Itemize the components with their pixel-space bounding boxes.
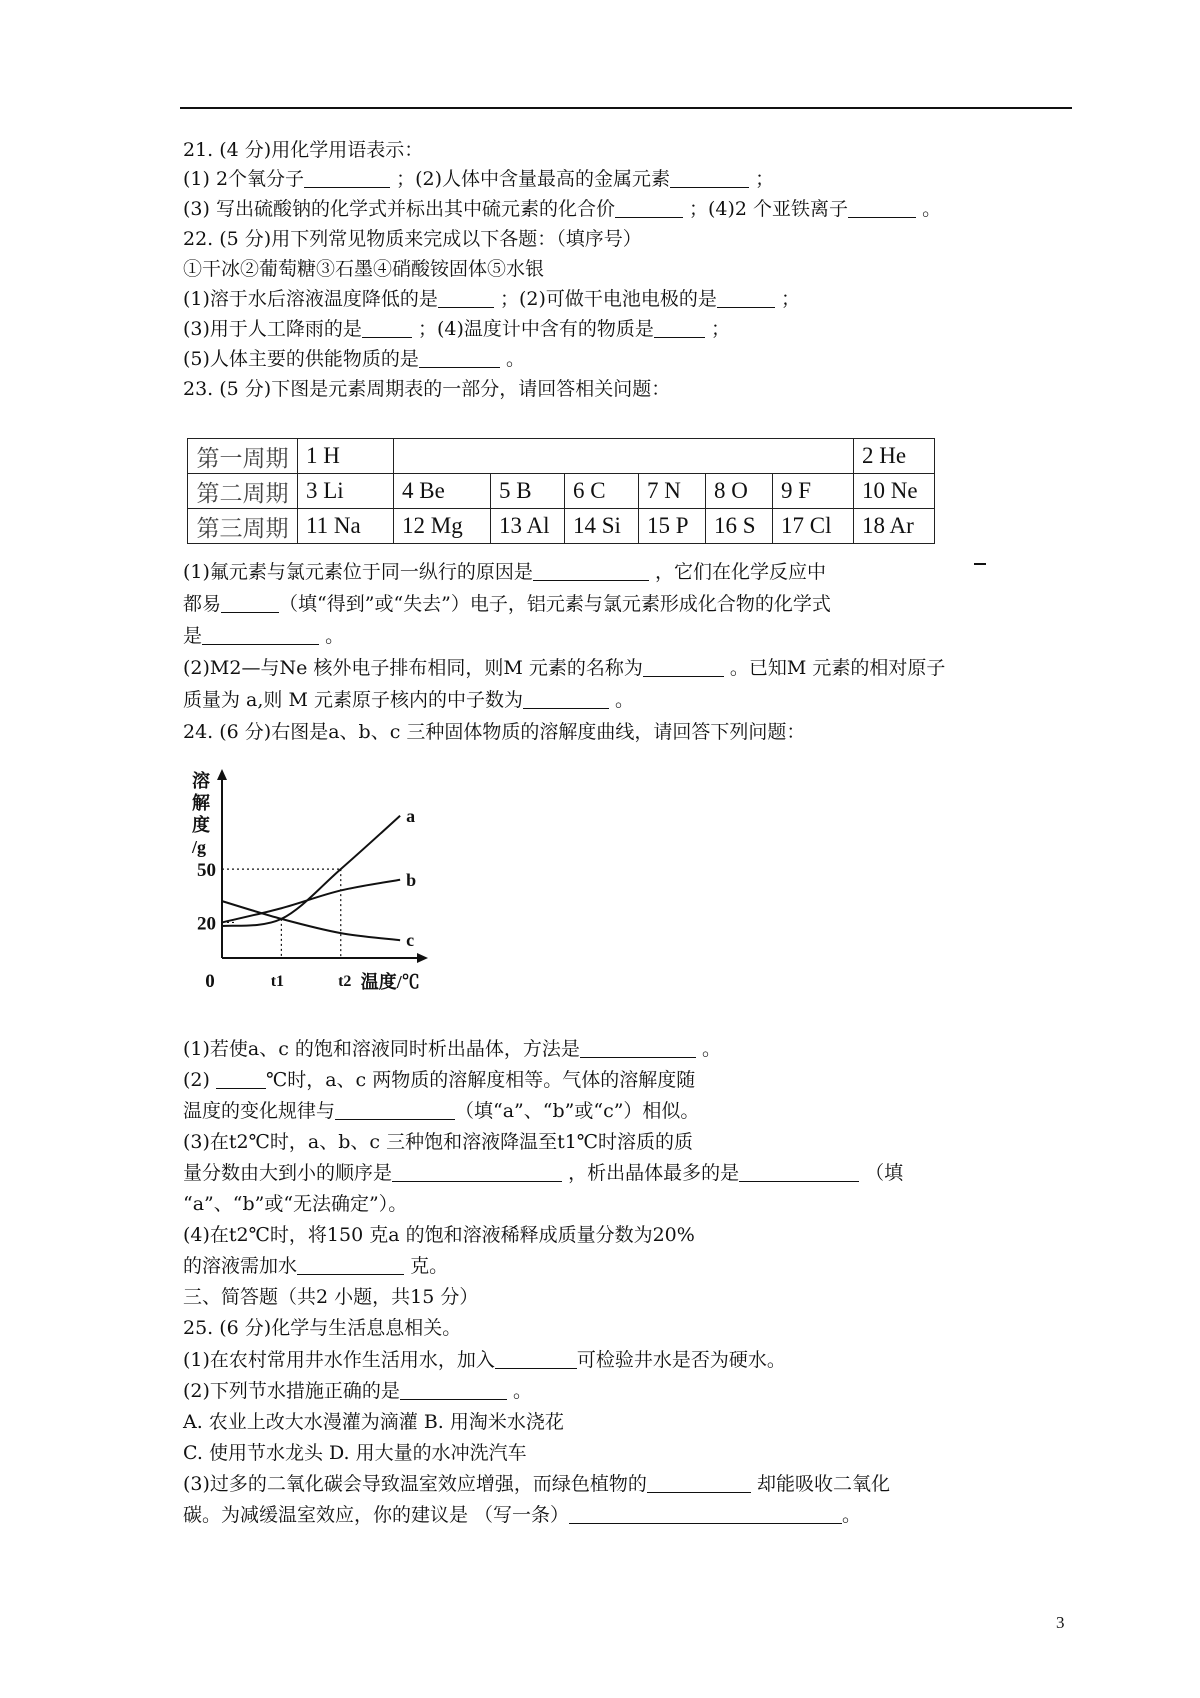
y-axis-label: 溶: [192, 771, 210, 791]
section-heading: 三、简答题（共2 小题，共15 分）: [183, 1286, 479, 1308]
answer-blank[interactable]: [523, 690, 609, 709]
q25-options-cd: C. 使用节水龙头 D. 用大量的水冲洗汽车: [183, 1442, 527, 1464]
answer-blank[interactable]: [495, 1350, 577, 1369]
stray-mark: [974, 563, 986, 565]
answer-blank[interactable]: [362, 319, 412, 338]
q24-heading: 24. (6 分)右图是a、b、c 三种固体物质的溶解度曲线，请回答下列问题：: [183, 721, 806, 743]
q22-line1: (1)溶于水后溶液温度降低的是 ；(2)可做干电池电极的是 ；: [183, 288, 800, 310]
table-row: [188, 509, 935, 544]
y-axis-label: 度: [192, 815, 210, 835]
answer-blank[interactable]: [670, 169, 749, 188]
q24-line4: (3)在t2℃时，a、b、c 三种饱和溶液降温至t1℃时溶质的质: [183, 1131, 694, 1153]
q23-line1: (1)氟元素与氯元素位于同一纵行的原因是 ，它们在化学反应中: [183, 561, 826, 583]
element-cell: 17 Cl: [773, 509, 854, 544]
q24-line5: 量分数由大到小的顺序是 ，析出晶体最多的是 （填: [183, 1162, 904, 1184]
element-cell: 4 Be: [394, 474, 491, 509]
q25-line1: (1)在农村常用井水作生活用水，加入 可检验井水是否为硬水。: [183, 1349, 786, 1371]
answer-blank[interactable]: [643, 658, 724, 677]
series-label-c: c: [406, 930, 415, 951]
y-axis-arrow: [217, 769, 227, 780]
element-cell: 6 C: [565, 474, 639, 509]
q24-line6: “a”、“b”或“无法确定”）。: [183, 1193, 408, 1215]
element-cell: 1 H: [298, 439, 394, 474]
page-number: 3: [1056, 1613, 1065, 1632]
answer-blank[interactable]: [717, 289, 775, 308]
q25-line2: (2)下列节水措施正确的是 。: [183, 1380, 532, 1402]
answer-blank[interactable]: [647, 1474, 751, 1493]
curve-b: [222, 880, 400, 923]
element-cell: 2 He: [854, 439, 935, 474]
q23-line5: 质量为 a,则 M 元素原子核内的中子数为 。: [183, 689, 635, 711]
element-cell: 14 Si: [565, 509, 639, 544]
table-row: [188, 439, 935, 474]
q22-line2: (3)用于人工降雨的是 ；(4)温度计中含有的物质是 ；: [183, 318, 730, 340]
element-cell: 7 N: [639, 474, 706, 509]
q23-line4: (2)M2—与Ne 核外电子排布相同，则M 元素的名称为 。已知M 元素的相对原子: [183, 657, 946, 679]
answer-blank[interactable]: [569, 1505, 842, 1524]
q24-line8: 的溶液需加水 克。: [183, 1255, 449, 1277]
y-tick-label: 50: [197, 860, 216, 882]
empty-cell: [394, 439, 854, 474]
q22-line3: (5)人体主要的供能物质的是 。: [183, 348, 525, 370]
answer-blank[interactable]: [654, 319, 705, 338]
element-cell: 16 S: [706, 509, 773, 544]
answer-blank[interactable]: [615, 199, 683, 218]
solubility-chart: [190, 765, 450, 1025]
q24-line1: (1)若使a、c 的饱和溶液同时析出晶体，方法是 。: [183, 1038, 721, 1060]
curve-c: [222, 901, 400, 940]
element-cell: 10 Ne: [854, 474, 935, 509]
q25-line4: 碳。为减缓温室效应，你的建议是 （写一条） 。: [183, 1504, 862, 1526]
element-cell: 13 Al: [491, 509, 565, 544]
header-rule: [180, 107, 1072, 109]
q24-line2: (2) ℃时，a、c 两物质的溶解度相等。气体的溶解度随: [183, 1069, 696, 1091]
answer-blank[interactable]: [297, 1256, 404, 1275]
answer-blank[interactable]: [438, 289, 494, 308]
x-axis-arrow: [417, 953, 428, 963]
q21-line2: (3) 写出硫酸钠的化学式并标出其中硫元素的化合价 ；(4)2 个亚铁离子 。: [183, 198, 942, 220]
q23-heading: 23. (5 分)下图是元素周期表的一部分，请回答相关问题：: [183, 378, 671, 400]
series-label-a: a: [406, 805, 416, 826]
x-axis-label: 温度/℃: [360, 972, 420, 992]
q23-line2: 都易 （填“得到”或“失去”）电子，铝元素与氯元素形成化合物的化学式: [183, 593, 831, 615]
element-cell: 3 Li: [298, 474, 394, 509]
table-row: [188, 474, 935, 509]
q24-line7: (4)在t2℃时，将150 克a 的饱和溶液稀释成质量分数为20%: [183, 1224, 695, 1246]
answer-blank[interactable]: [400, 1381, 507, 1400]
q25-line3: (3)过多的二氧化碳会导致温室效应增强，而绿色植物的 却能吸收二氧化: [183, 1473, 890, 1495]
answer-blank[interactable]: [335, 1101, 455, 1120]
y-axis-label: /g: [192, 837, 207, 857]
element-cell: 5 B: [491, 474, 565, 509]
element-cell: 11 Na: [298, 509, 394, 544]
element-cell: 18 Ar: [854, 509, 935, 544]
q23-line3: 是 。: [183, 625, 345, 647]
period-header: 第二周期: [188, 474, 298, 509]
y-axis-label: 解: [192, 793, 210, 813]
q25-options-ab: A. 农业上改大水漫灌为滴灌 B. 用淘米水浇花: [183, 1411, 564, 1433]
period-header: 第一周期: [188, 439, 298, 474]
origin-label: 0: [205, 971, 215, 992]
period-header: 第三周期: [188, 509, 298, 544]
periodic-table: [187, 438, 935, 544]
answer-blank[interactable]: [739, 1163, 859, 1182]
answer-blank[interactable]: [419, 349, 500, 368]
q22-heading: 22. (5 分)用下列常见物质来完成以下各题：（填序号）: [183, 228, 642, 250]
answer-blank[interactable]: [304, 169, 390, 188]
series-label-b: b: [406, 869, 417, 890]
y-tick-label: 20: [197, 913, 216, 935]
x-tick-label: t1: [270, 973, 285, 990]
q22-options: ①干冰②葡萄糖③石墨④硝酸铵固体⑤水银: [183, 258, 545, 280]
answer-blank[interactable]: [580, 1039, 696, 1058]
element-cell: 12 Mg: [394, 509, 491, 544]
element-cell: 8 O: [706, 474, 773, 509]
answer-blank[interactable]: [392, 1163, 562, 1182]
answer-blank[interactable]: [221, 594, 279, 613]
q25-heading: 25. (6 分)化学与生活息息相关。: [183, 1317, 462, 1339]
q21-heading: 21. (4 分)用化学用语表示：: [183, 139, 424, 161]
answer-blank[interactable]: [848, 199, 916, 218]
answer-blank[interactable]: [216, 1070, 266, 1089]
element-cell: 15 P: [639, 509, 706, 544]
answer-blank[interactable]: [533, 562, 649, 581]
element-cell: 9 F: [773, 474, 854, 509]
answer-blank[interactable]: [202, 626, 319, 645]
q21-line1: (1) 2个氧分子 ；(2)人体中含量最高的金属元素 ；: [183, 168, 775, 190]
x-tick-label: t2: [338, 973, 352, 990]
q24-line3: 温度的变化规律与 （填“a”、“b”或“c”）相似。: [183, 1100, 700, 1122]
